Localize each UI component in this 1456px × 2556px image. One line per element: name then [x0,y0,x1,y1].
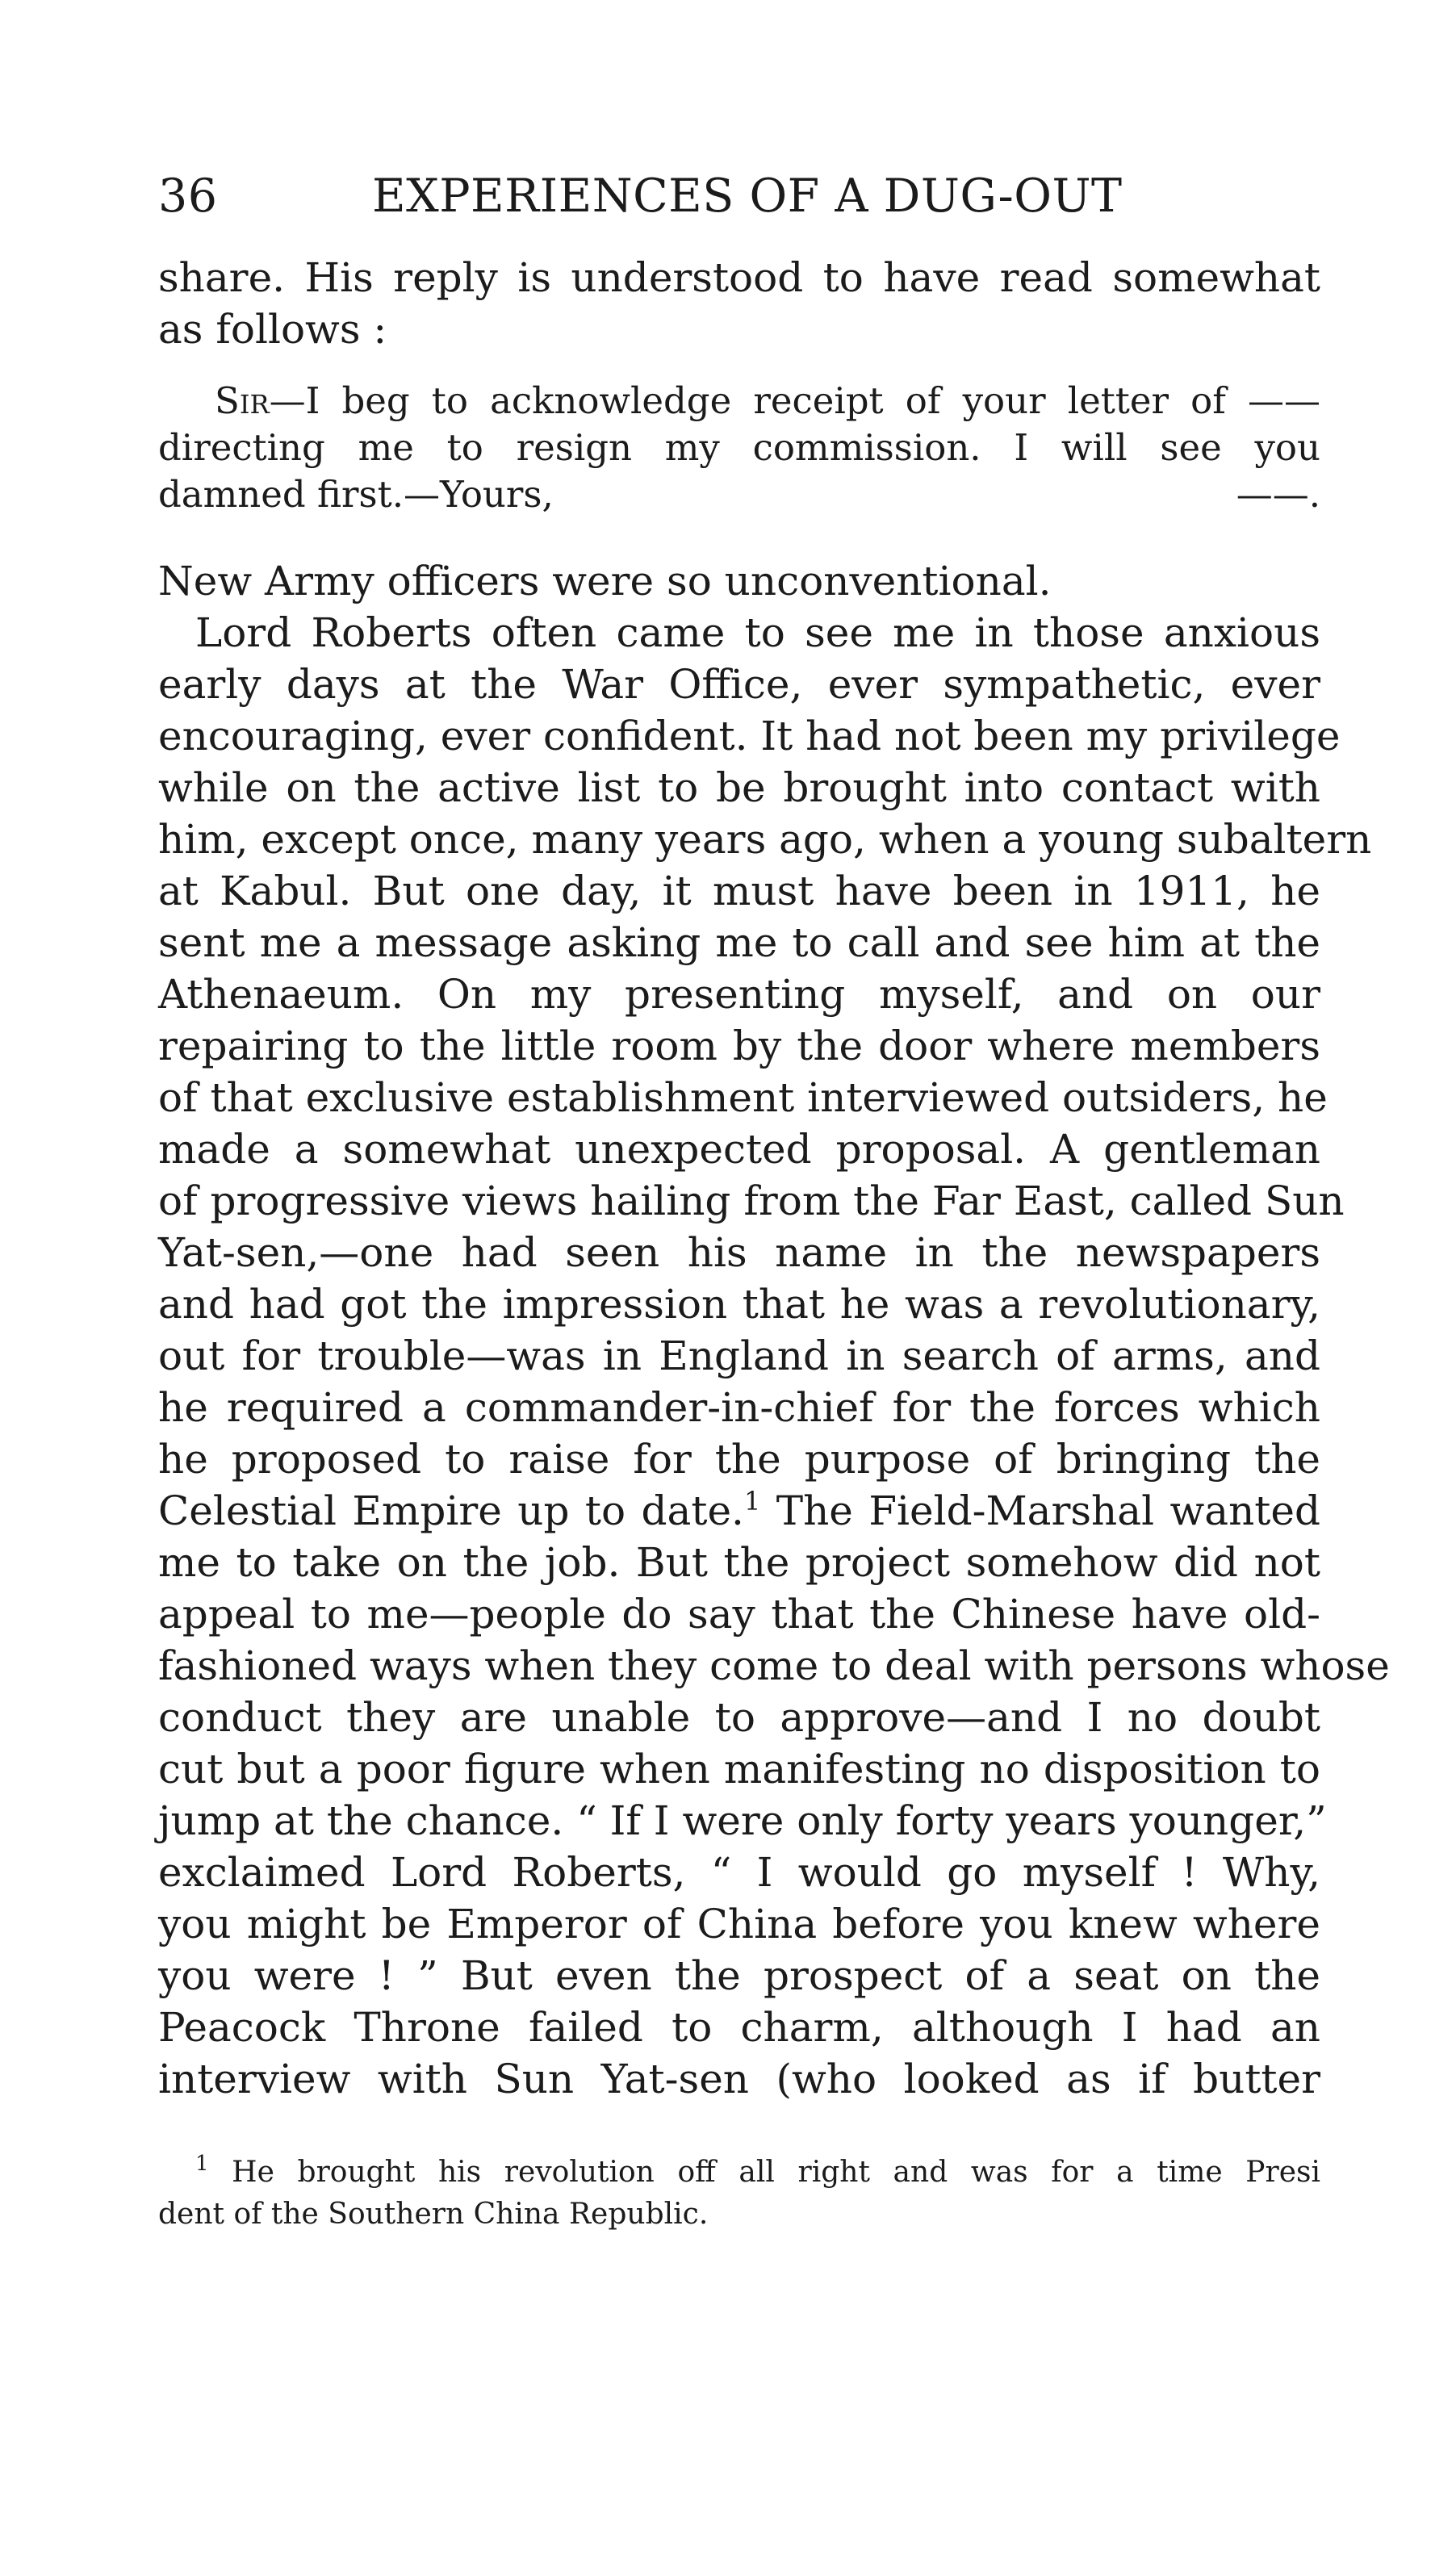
body-line: Peacock Throne failed to charm, although I had an [158,2004,1320,2051]
letter-line: directing me to resign my commission. I will see you [158,426,1320,469]
body-line: cut but a poor figure when manifesting no disposition to [158,1746,1320,1793]
body-line: out for trouble—was in England in search of arms, and [158,1332,1320,1379]
body-line: Athenaeum. On my presenting myself, and on our [158,971,1320,1018]
letter-signature: ——. [1236,473,1320,516]
body-line: conduct they are unable to approve—and I no doubt [158,1694,1320,1741]
body-line: made a somewhat unexpected proposal. A gentleman [158,1126,1320,1173]
footnote-marker: 1 [195,2152,209,2176]
letter-line [215,378,1320,425]
body-line: and had got the impression that he was a revolutionary, [158,1281,1320,1328]
footnote-line [195,2152,1320,2194]
body-text: The Field-Marshal wanted [760,1487,1320,1534]
body-line: you might be Emperor of China before you knew where [158,1901,1320,1947]
body-line: as follows : [158,306,387,353]
letter-salutation: Sir [215,379,270,422]
letter-text: —I beg to acknowledge receipt of your letter of —— [269,379,1320,422]
body-line: appeal to me—people do say that the Chinese have old- [158,1591,1320,1638]
body-text: Celestial Empire up to date. [158,1487,744,1534]
body-line: early days at the War Office, ever sympathetic, ever [158,661,1320,708]
body-line: he proposed to raise for the purpose of bringing the [158,1436,1320,1483]
body-line: of progressive views hailing from the Far East, called Sun [158,1178,1345,1224]
body-line: while on the active list to be brought into contact with [158,764,1320,811]
body-line: him, except once, many years ago, when a young subaltern [158,816,1372,863]
footnote-reference[interactable]: 1 [743,1486,761,1516]
footnote-text: He brought his revolution off all right and was for a time Presi [208,2156,1320,2189]
body-line: encouraging, ever confident. It had not been my privilege [158,713,1341,759]
body-line: fashioned ways when they come to deal with persons whose [158,1642,1390,1689]
body-line: interview with Sun Yat-sen (who looked as if butter [158,2056,1320,2102]
body-line: at Kabul. But one day, it must have been in 1911, he [158,868,1320,914]
body-line: he required a commander-in-chief for the forces which [158,1384,1320,1431]
body-line: of that exclusive establishment interviewed outsiders, he [158,1074,1328,1121]
body-line: you were ! ” But even the prospect of a seat on the [158,1952,1320,1999]
body-line: New Army officers were so unconventional. [158,558,1052,604]
body-line: share. His reply is understood to have read somewhat [158,254,1320,301]
body-line: Yat-sen,—one had seen his name in the newspapers [158,1229,1320,1276]
footnote-line: dent of the Southern China Republic. [158,2198,709,2231]
body-line: exclaimed Lord Roberts, “ I would go myself ! Why, [158,1849,1320,1896]
body-line: me to take on the job. But the project somehow did not [158,1539,1320,1586]
page-header [158,160,1320,232]
running-head: EXPERIENCES OF A DUG-OUT [372,169,1123,223]
body-line: jump at the chance. “ If I were only forty years younger,” [158,1797,1327,1844]
letter-signoff [158,471,1320,518]
body-line: Lord Roberts often came to see me in those anxious [195,609,1320,656]
body-line: repairing to the little room by the door where members [158,1023,1320,1069]
body-line [158,1485,1320,1537]
letter-closing: damned first.—Yours, [158,473,554,516]
page-number: 36 [158,169,218,223]
body-line: sent me a message asking me to call and see him at the [158,919,1320,966]
